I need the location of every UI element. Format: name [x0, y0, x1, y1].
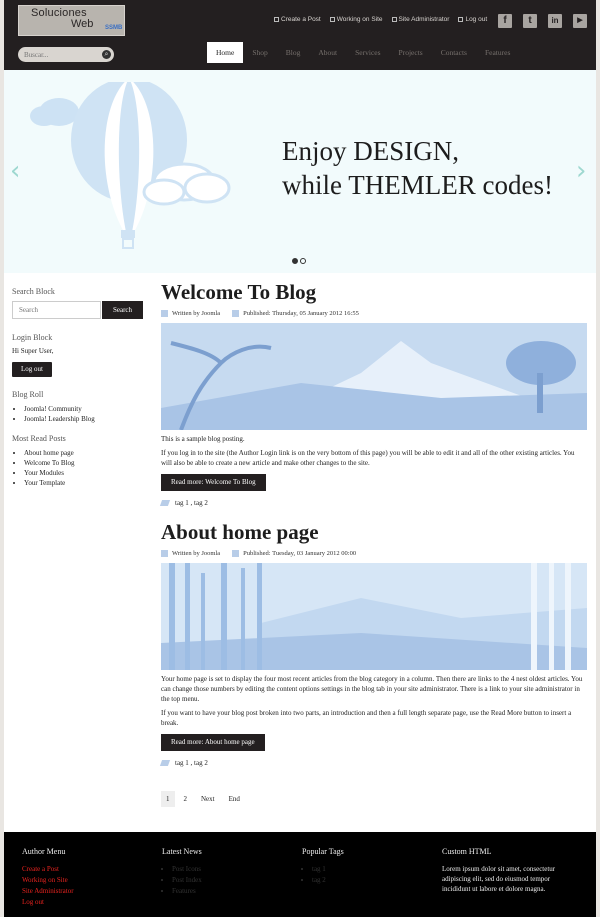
user-icon [161, 310, 168, 317]
page-link-next[interactable]: Next [201, 795, 215, 803]
post-paragraph: If you want to have your blog post broken into two parts, an introduction and then a full length separate page, use the Read More button to insert a break. [161, 709, 572, 727]
top-link-site-administrator[interactable]: Site Administrator [392, 16, 450, 23]
slider-dot-2[interactable] [300, 258, 306, 264]
top-link-working-on-site[interactable]: Working on Site [330, 16, 383, 23]
slogan-line-1: Enjoy DESIGN, [282, 136, 459, 166]
read-more-button[interactable]: Read more: About home page [161, 734, 265, 751]
footer-author-menu-title: Author Menu [22, 847, 66, 856]
slider-dot-1[interactable] [292, 258, 298, 264]
blog-post [161, 520, 587, 768]
post-published: Published: Thursday, 05 January 2012 16:55 [243, 309, 359, 317]
post-paragraph: Your home page is set to display the four most recent articles from the blog category in a column. Then there are links to the 4 nest oldest articles. You can change those numbers by editing the content options settings in the blog tab in your site administrator. There is a link to your site administrator in the top menu. [161, 675, 583, 703]
calendar-icon [232, 550, 239, 557]
footer-popular-tags-title: Popular Tags [302, 847, 344, 856]
logo-text-line2: Web [71, 18, 94, 30]
latest-news-item[interactable]: • Post Icons [172, 864, 202, 875]
login-block-title: Login Block [12, 333, 53, 342]
page-link-end[interactable]: End [228, 795, 240, 803]
post-published: Published: Tuesday, 03 January 2012 00:00 [243, 549, 357, 557]
hero-slider [4, 70, 596, 273]
nav-item-blog[interactable]: Blog [285, 48, 301, 57]
grid-icon [458, 17, 463, 22]
blog-post [161, 280, 587, 508]
search-icon[interactable]: ⌕ [102, 50, 111, 59]
footer-latest-news-title: Latest News [162, 847, 202, 856]
tag-icon [160, 760, 170, 766]
nav-item-features[interactable]: Features [484, 48, 511, 57]
blog-roll-title: Blog Roll [12, 390, 44, 399]
slider-dots [292, 258, 306, 264]
sidebar [12, 287, 147, 498]
post-title[interactable]: About home page [161, 520, 319, 544]
slider-next-arrow[interactable]: › [576, 156, 587, 186]
user-icon [161, 550, 168, 557]
header-search [18, 47, 114, 62]
calendar-icon [232, 310, 239, 317]
grid-icon [392, 17, 397, 22]
popular-tag-item[interactable]: • tag 2 [312, 875, 344, 886]
grid-icon [274, 17, 279, 22]
social-links [498, 14, 587, 28]
post-meta [161, 548, 587, 558]
post-meta [161, 308, 587, 318]
linkedin-icon[interactable]: in [548, 14, 562, 28]
top-user-menu [274, 16, 487, 23]
post-tag-list[interactable]: tag 1 , tag 2 [175, 759, 208, 767]
latest-news-item[interactable]: • Features [172, 886, 202, 897]
nav-item-contacts[interactable]: Contacts [440, 48, 467, 57]
slider-slogan [282, 134, 553, 202]
logout-button[interactable]: Log out [12, 362, 52, 377]
post-image-mountain-tree [161, 323, 587, 430]
footer-link[interactable]: Create a Post [22, 865, 59, 873]
logo-text-line1: Soluciones [31, 7, 87, 19]
youtube-icon[interactable]: ▶ [573, 14, 587, 28]
most-read-item[interactable]: • Your Template [24, 478, 147, 488]
most-read-list [24, 448, 147, 488]
sidebar-search-button[interactable]: Search [102, 301, 143, 319]
blog-roll-item[interactable]: • Joomla! Community [24, 404, 147, 414]
footer-link[interactable]: Site Administrator [22, 887, 74, 895]
search-block-title: Search Block [12, 287, 55, 296]
most-read-item[interactable]: • Your Modules [24, 468, 147, 478]
site-logo[interactable] [18, 5, 125, 36]
read-more-button[interactable]: Read more: Welcome To Blog [161, 474, 266, 491]
nav-item-projects[interactable]: Projects [398, 48, 423, 57]
post-author: Written by Joomla [172, 309, 221, 317]
most-read-title: Most Read Posts [12, 434, 66, 443]
post-tags [161, 758, 587, 768]
post-paragraph: This is a sample blog posting. [161, 435, 245, 443]
nav-item-shop[interactable]: Shop [252, 48, 268, 57]
post-tags [161, 498, 587, 508]
header [4, 0, 596, 70]
footer-custom-html-title: Custom HTML [442, 847, 492, 856]
hot-air-balloon-illustration [24, 82, 264, 262]
post-image-bamboo [161, 563, 587, 670]
sidebar-search [12, 301, 147, 319]
header-search-input[interactable] [24, 48, 100, 61]
latest-news-item[interactable]: • Post Index [172, 875, 202, 886]
main-content [161, 280, 587, 768]
post-tag-list[interactable]: tag 1 , tag 2 [175, 499, 208, 507]
post-author: Written by Joomla [172, 549, 221, 557]
login-greeting: Hi Super User, [12, 347, 54, 355]
page-link-1[interactable]: 1 [161, 791, 175, 807]
top-link-log-out[interactable]: Log out [458, 16, 487, 23]
slogan-line-2: while THEMLER codes! [282, 170, 553, 200]
popular-tag-item[interactable]: • tag 1 [312, 864, 344, 875]
main-nav [207, 42, 519, 63]
nav-item-services[interactable]: Services [355, 48, 381, 57]
pagination [161, 791, 245, 807]
most-read-item[interactable]: • Welcome To Blog [24, 458, 147, 468]
logo-text-line3: SSMB [105, 25, 123, 31]
footer-link[interactable]: Log out [22, 898, 44, 906]
footer-custom-html [442, 847, 572, 894]
footer-popular-tags [302, 847, 344, 886]
grid-icon [330, 17, 335, 22]
nav-item-home[interactable]: Home [207, 42, 243, 63]
footer [4, 832, 596, 917]
footer-author-menu [22, 847, 74, 908]
facebook-icon[interactable]: f [498, 14, 512, 28]
sidebar-search-input[interactable] [12, 301, 101, 319]
footer-latest-news [162, 847, 202, 897]
tag-icon [160, 500, 170, 506]
tumblr-icon[interactable]: t [523, 14, 537, 28]
slider-prev-arrow[interactable]: ‹ [10, 156, 21, 186]
post-paragraph: If you log in to the site (the Author Login link is on the very bottom of this page) you will be able to edit it and all of the other existing articles. You will also be able to create a new article and make other changes to the site. [161, 449, 575, 467]
blog-roll-item[interactable]: • Joomla! Leadership Blog [24, 414, 147, 424]
footer-custom-html-text: Lorem ipsum dolor sit amet, consectetur adipiscing elit, sed do eiusmod tempor incididunt ut labore et dolore magna. [442, 865, 556, 893]
post-title[interactable]: Welcome To Blog [161, 280, 317, 304]
top-link-create-post[interactable]: Create a Post [274, 16, 321, 23]
page-link-2[interactable]: 2 [183, 795, 187, 803]
nav-item-about[interactable]: About [318, 48, 338, 57]
most-read-item[interactable]: • About home page [24, 448, 147, 458]
page [4, 0, 596, 917]
blog-roll-list [24, 404, 147, 424]
footer-link[interactable]: Working on Site [22, 876, 68, 884]
